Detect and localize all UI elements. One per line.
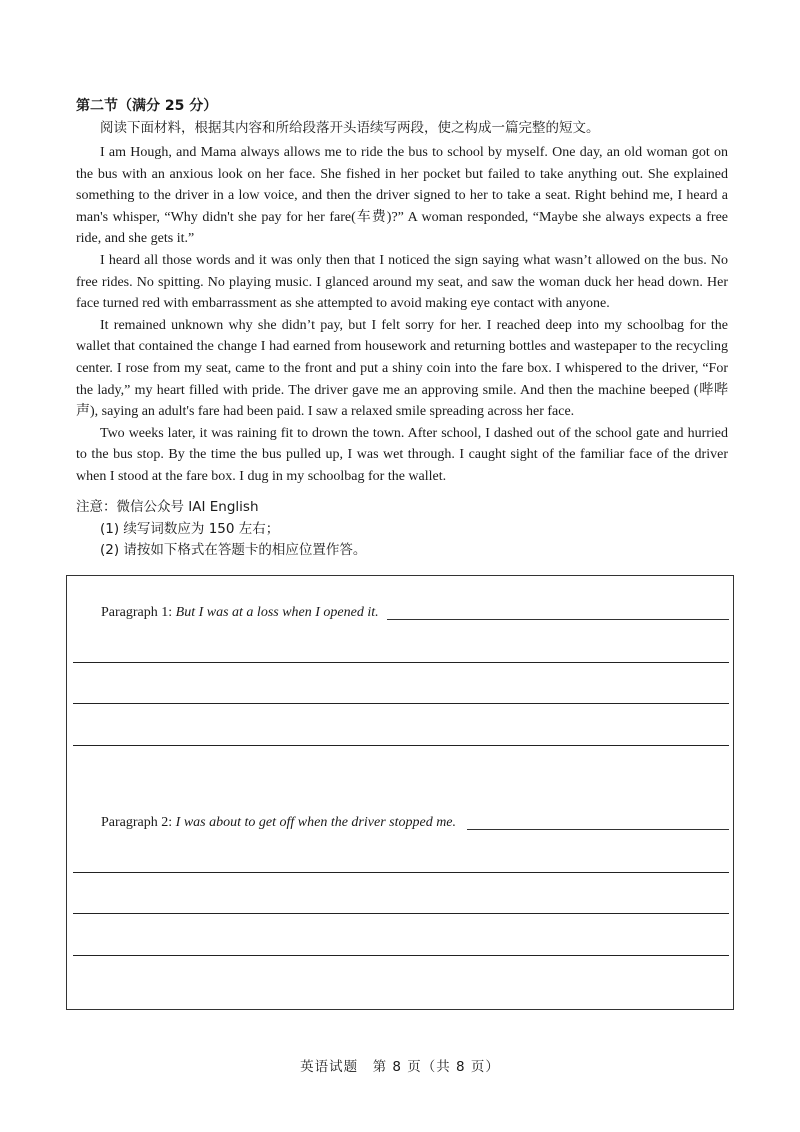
passage-paragraph-1: I am Hough, and Mama always allows me to ride the bus to school by myself. One day, an old woman got on the bus with an anxious look on her face. She fished in her pocket but failed to take anything out. She explained something to the driver in a low voice, and then the driver signed to her to take a seat. Right behind me, I heard a man's whisper, “Why didn't she pay for her fare(车费)?” A woman responded, “Maybe she always expects a free ride, and she gets it.”: [76, 145, 728, 247]
paragraph-2-blank-line[interactable]: [467, 829, 729, 830]
section-title: 第二节（满分 25 分）: [76, 98, 218, 114]
page-footer: 英语试题 第 8 页（共 8 页）: [300, 1059, 500, 1075]
paragraph-2-opening: I was about to get off when the driver stopped me.: [175, 815, 457, 830]
paragraph-1-blank-line[interactable]: [387, 619, 729, 620]
notes-heading: 注意：微信公众号 IAI English: [76, 499, 259, 515]
note-item-1: (1) 续写词数应为 150 左右；: [100, 520, 280, 537]
writing-line[interactable]: [73, 745, 729, 746]
passage-paragraph-2: I heard all those words and it was only then that I noticed the sign saying what wasn’t allowed on the bus. No free rides. No spitting. No playing music. I glanced around my seat, and saw the woman duck her head down. Her face turned red with embarrassment as she attempted to avoid making eye contact with anyone.: [76, 252, 728, 312]
passage-paragraph-3: It remained unknown why she didn’t pay, but I felt sorry for her. I reached deep into my schoolbag for the wallet that contained the change I had earned from housework and returning bottles and wastepaper to the recycling center. I rose from my seat, came to the front and put a shiny coin into the fare box. I whispered to the driver, “For the lady,” my heart filled with pride. The driver gave me an approving smile. And then the machine beeped (哔哔声), saying an adult's fare had been paid. I saw a relaxed smile spreading across her face.: [76, 317, 728, 420]
writing-line[interactable]: [73, 662, 729, 663]
writing-line[interactable]: [73, 872, 729, 873]
paragraph-2-prompt: [101, 814, 456, 832]
notes-section: [76, 497, 366, 562]
answer-box: [66, 575, 734, 1010]
writing-line[interactable]: [73, 955, 729, 956]
reading-passage: [76, 142, 728, 488]
paragraph-2-label: Paragraph 2:: [101, 815, 176, 830]
writing-line[interactable]: [73, 703, 729, 704]
task-instruction: 阅读下面材料，根据其内容和所给段落开头语续写两段，使之构成一篇完整的短文。: [100, 120, 600, 136]
passage-paragraph-4: Two weeks later, it was raining fit to drown the town. After school, I dashed out of the school gate and hurried to the bus stop. By the time the bus pulled up, I was wet through. I caught sight of the familiar face of the driver when I stood at the fare box. I dug in my schoolbag for the wallet.: [76, 425, 728, 484]
writing-line[interactable]: [73, 913, 729, 914]
note-item-2: (2) 请按如下格式在答题卡的相应位置作答。: [100, 542, 367, 558]
paragraph-1-opening: But I was at a loss when I opened it.: [175, 605, 379, 620]
paragraph-1-label: Paragraph 1:: [101, 605, 176, 620]
paragraph-1-prompt: [101, 604, 379, 622]
